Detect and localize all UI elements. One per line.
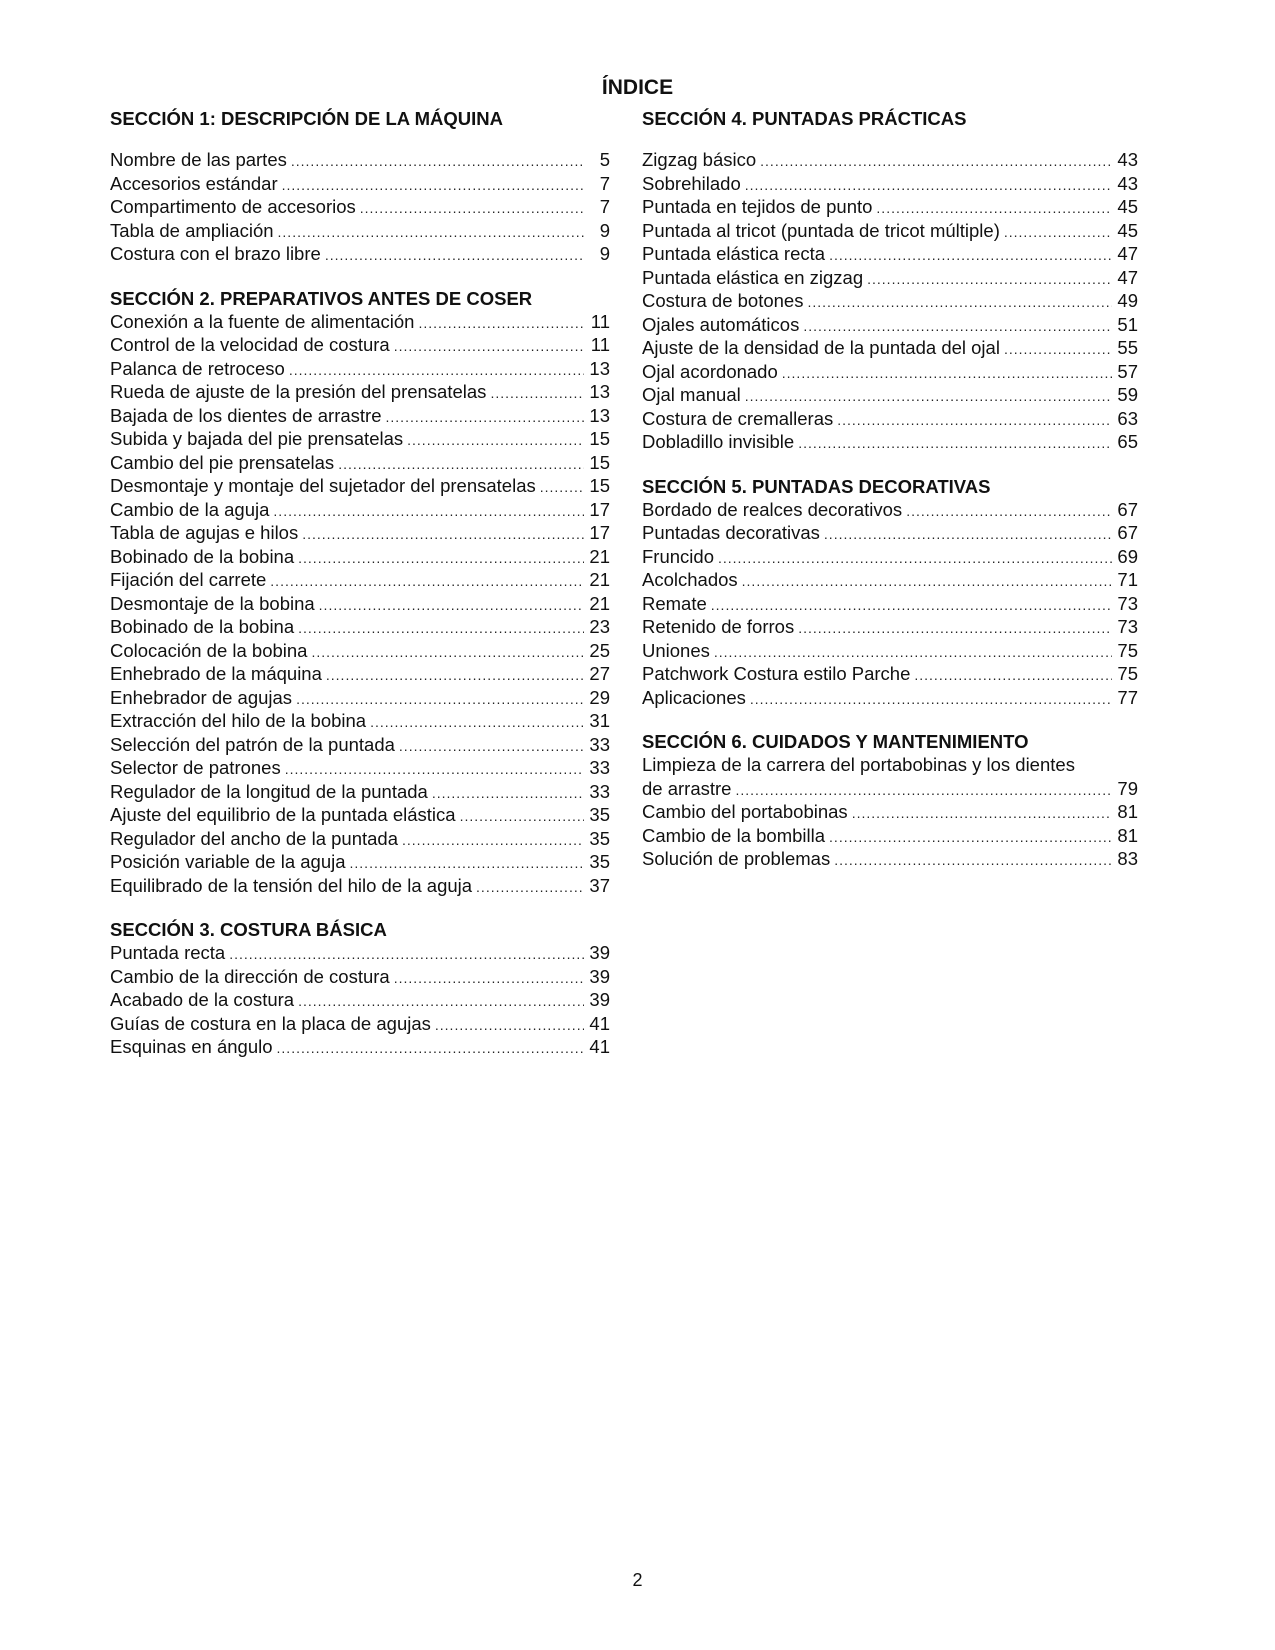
- toc-entry-label: Posición variable de la aguja: [110, 851, 346, 872]
- section-6: [642, 731, 1138, 871]
- dot-leader: [837, 409, 1112, 433]
- toc-entry-page: 47: [1117, 266, 1138, 288]
- dot-leader: [370, 711, 584, 735]
- toc-entry-page: 15: [589, 475, 610, 496]
- dot-leader: [360, 197, 584, 221]
- toc-entry: [110, 639, 610, 663]
- dot-leader: [476, 876, 584, 900]
- toc-entry: [110, 195, 610, 219]
- dot-leader: [319, 594, 584, 618]
- toc-entry: [642, 615, 1138, 639]
- toc-entry: [110, 333, 610, 357]
- toc-entry: [642, 800, 1138, 824]
- toc-entry-label: Esquinas en ángulo: [110, 1036, 273, 1057]
- toc-entry-page: 63: [1117, 407, 1138, 429]
- toc-entry-page: 43: [1117, 172, 1138, 194]
- toc-entry: [110, 827, 610, 851]
- dot-leader: [745, 174, 1112, 198]
- dot-leader: [394, 335, 584, 359]
- toc-entry-page: 17: [589, 522, 610, 543]
- toc-entry-page: 49: [1117, 290, 1138, 311]
- dot-leader: [460, 805, 584, 829]
- dot-leader: [735, 779, 1112, 803]
- toc-entry: [110, 404, 610, 428]
- toc-entry-label: Bordado de realces decorativos: [642, 498, 903, 520]
- toc-entry: [110, 148, 610, 172]
- toc-entry: [642, 219, 1138, 243]
- toc-entry-label: Aplicaciones: [642, 686, 746, 708]
- dot-leader: [803, 315, 1112, 339]
- toc-entry-label: Acabado de la costura: [110, 989, 295, 1010]
- toc-entry: [110, 709, 610, 733]
- dot-leader: [302, 523, 584, 547]
- dot-leader: [490, 382, 584, 406]
- toc-entry-label: Regulador de la longitud de la puntada: [110, 780, 428, 802]
- toc-entry-label: Ajuste del equilibrio de la puntada elástica: [110, 804, 456, 825]
- toc-entry-page: 47: [1117, 243, 1138, 264]
- toc-entry-label: Puntada al tricot (puntada de tricot múltiple): [642, 219, 1000, 241]
- dot-leader: [432, 782, 584, 806]
- dot-leader: [298, 990, 584, 1014]
- dot-leader: [270, 570, 584, 594]
- toc-entry-page: 15: [589, 428, 610, 449]
- toc-entry-label: Cambio del portabobinas: [642, 801, 848, 822]
- toc-entry: [110, 756, 610, 780]
- dot-leader: [282, 174, 584, 198]
- toc-entry-label: Regulador del ancho de la puntada: [110, 827, 399, 849]
- toc-entry: [642, 824, 1138, 848]
- toc-entry: [110, 521, 610, 545]
- toc-entry-page: 21: [589, 545, 610, 567]
- section-5: [642, 476, 1138, 710]
- toc-entry: [642, 289, 1138, 313]
- toc-entry: [110, 733, 610, 757]
- toc-entry: [110, 380, 610, 404]
- toc-entry-page: 17: [589, 498, 610, 520]
- toc-entry-page: 45: [1117, 219, 1138, 241]
- toc-entry: [642, 336, 1138, 360]
- toc-entry-page: 83: [1117, 848, 1138, 869]
- toc-entry-label: Cambio de la dirección de costura: [110, 965, 390, 987]
- toc-entry: [642, 148, 1138, 172]
- toc-entry-label: Bobinado de la bobina: [110, 545, 295, 567]
- dot-leader: [229, 943, 584, 967]
- toc-entry-wrapped-line: Limpieza de la carrera del portabobinas y los dientes: [642, 754, 1075, 775]
- toc-entry-label: Control de la velocidad de costura: [110, 334, 390, 355]
- section-2-entries: [110, 310, 610, 898]
- dot-leader: [760, 150, 1112, 174]
- dot-leader: [742, 570, 1112, 594]
- dot-leader: [435, 1014, 584, 1038]
- toc-entry-page: 5: [599, 149, 610, 170]
- toc-entry-page: 33: [589, 780, 610, 802]
- dot-leader: [540, 476, 584, 500]
- toc-entry-page: 9: [599, 243, 610, 264]
- toc-entry-label: Tabla de agujas e hilos: [110, 522, 299, 543]
- toc-entry-page: 25: [589, 639, 610, 661]
- toc-entry-page: 21: [589, 592, 610, 614]
- dot-leader: [326, 664, 584, 688]
- toc-entry: [110, 451, 610, 475]
- toc-entry-page: 39: [589, 942, 610, 963]
- toc-entry: [110, 850, 610, 874]
- toc-entry-page: 81: [1117, 801, 1138, 822]
- dot-leader: [852, 802, 1112, 826]
- toc-entry-page: 31: [589, 710, 610, 731]
- toc-entry: [642, 521, 1138, 545]
- toc-entry-page: 11: [590, 310, 610, 332]
- toc-entry-page: 51: [1117, 313, 1138, 335]
- toc-entry-label: Selección del patrón de la puntada: [110, 733, 395, 755]
- toc-entry-page: 45: [1117, 196, 1138, 217]
- toc-entry: [642, 430, 1138, 454]
- toc-entry: [110, 615, 610, 639]
- toc-entry-label: Puntada recta: [110, 942, 226, 963]
- toc-entry-label: Uniones: [642, 639, 710, 661]
- toc-entry: [110, 172, 610, 196]
- toc-entry-label: Equilibrado de la tensión del hilo de la aguja: [110, 874, 473, 896]
- toc-entry-page: 43: [1117, 149, 1138, 170]
- dot-leader: [829, 244, 1112, 268]
- dot-leader: [914, 664, 1112, 688]
- dot-leader: [285, 758, 584, 782]
- toc-entry-label: Ojal manual: [642, 384, 741, 405]
- toc-entry-page: 21: [589, 569, 610, 590]
- toc-entry-page: 55: [1117, 337, 1138, 358]
- right-column: [642, 108, 1138, 871]
- toc-entry-page: 81: [1117, 824, 1138, 846]
- toc-entry: [110, 242, 610, 266]
- dot-leader: [798, 617, 1112, 641]
- dot-leader: [407, 429, 584, 453]
- toc-entry-page: 27: [589, 663, 610, 684]
- dot-leader: [829, 826, 1112, 850]
- toc-entry: [110, 310, 610, 334]
- toc-entry: [110, 498, 610, 522]
- toc-entry-label: Enhebrado de la máquina: [110, 663, 322, 684]
- toc-entry: [110, 874, 610, 898]
- dot-leader: [291, 150, 584, 174]
- section-title: SECCIÓN 2. PREPARATIVOS ANTES DE COSER: [110, 287, 533, 309]
- dot-leader: [745, 385, 1112, 409]
- section-5-entries: [642, 498, 1138, 710]
- toc-entry-label: Selector de patrones: [110, 757, 281, 778]
- toc-entry: [642, 498, 1138, 522]
- dot-leader: [298, 617, 584, 641]
- section-title: SECCIÓN 6. CUIDADOS Y MANTENIMIENTO: [642, 731, 1029, 752]
- section-4: [642, 108, 1138, 454]
- toc-entry-label: Zigzag básico: [642, 149, 757, 170]
- toc-entry-label: Costura con el brazo libre: [110, 243, 321, 264]
- toc-entry: [642, 592, 1138, 616]
- dot-leader: [1004, 338, 1112, 362]
- toc-entry-page: 57: [1117, 360, 1138, 382]
- toc-entry: [110, 941, 610, 965]
- toc-entry-page: 79: [1117, 777, 1138, 799]
- toc-entry-label: Puntada elástica en zigzag: [642, 266, 864, 288]
- dot-leader: [402, 829, 584, 853]
- toc-entry-page: 37: [589, 874, 610, 896]
- dot-leader: [876, 197, 1112, 221]
- dot-leader: [298, 547, 584, 571]
- toc-entry-page: 35: [589, 851, 610, 872]
- toc-entry-page: 65: [1117, 431, 1138, 452]
- dot-leader: [338, 453, 584, 477]
- toc-entry-label: Tabla de ampliación: [110, 219, 274, 241]
- toc-entry-label: Solución de problemas: [642, 848, 831, 869]
- toc-entry-page: 71: [1117, 569, 1138, 590]
- toc-entry-page: 69: [1117, 545, 1138, 567]
- toc-entry-page: 11: [590, 334, 610, 355]
- toc-entry: [642, 407, 1138, 431]
- dot-leader: [834, 849, 1112, 873]
- toc-entry-page: 35: [589, 827, 610, 849]
- toc-entry-page: 7: [599, 196, 610, 217]
- dot-leader: [798, 432, 1112, 456]
- dot-leader: [278, 221, 584, 245]
- toc-entry-label: Fruncido: [642, 545, 714, 567]
- toc-entry: [642, 172, 1138, 196]
- toc-entry: [110, 965, 610, 989]
- section-4-entries: [642, 148, 1138, 454]
- toc-entry: [110, 988, 610, 1012]
- toc-entry-label: Nombre de las partes: [110, 149, 287, 170]
- toc-entry: [642, 195, 1138, 219]
- toc-entry-page: 77: [1117, 686, 1138, 708]
- dot-leader: [750, 688, 1112, 712]
- toc-entry: [110, 662, 610, 686]
- toc-entry-page: 67: [1117, 522, 1138, 543]
- toc-entry: [110, 1035, 610, 1059]
- toc-entry: [642, 847, 1138, 871]
- section-title: SECCIÓN 3. COSTURA BÁSICA: [110, 919, 387, 940]
- dot-leader: [782, 362, 1112, 386]
- dot-leader: [311, 641, 584, 665]
- dot-leader: [296, 688, 584, 712]
- toc-entry-page: 13: [589, 357, 610, 379]
- dot-leader: [394, 967, 584, 991]
- toc-entry-label: Guías de costura en la placa de agujas: [110, 1012, 431, 1034]
- toc-entry-label: Accesorios estándar: [110, 172, 278, 194]
- dot-leader: [325, 244, 584, 268]
- toc-entry-label: Sobrehilado: [642, 172, 741, 194]
- toc-entry-label: Cambio de la bombilla: [642, 824, 826, 846]
- toc-entry-label: Ojal acordonado: [642, 360, 778, 382]
- toc-entry-label: Desmontaje de la bobina: [110, 592, 315, 614]
- toc-entry-page: 39: [589, 989, 610, 1010]
- toc-entry-label: Palanca de retroceso: [110, 357, 285, 379]
- toc-entry-label: Bajada de los dientes de arrastre: [110, 404, 382, 426]
- section-3-entries: [110, 941, 610, 1059]
- toc-entry-label: Cambio de la aguja: [110, 498, 270, 520]
- dot-leader: [807, 291, 1112, 315]
- toc-entry: [642, 383, 1138, 407]
- toc-entry-page: 9: [599, 219, 610, 241]
- toc-entry-label: Retenido de forros: [642, 616, 795, 637]
- toc-entry-label: Conexión a la fuente de alimentación: [110, 310, 415, 332]
- toc-entry-label: Patchwork Costura estilo Parche: [642, 663, 911, 684]
- toc-entry-label: Acolchados: [642, 569, 738, 590]
- toc-entry: [110, 545, 610, 569]
- section-1: [110, 108, 610, 266]
- dot-leader: [277, 1037, 584, 1061]
- toc-entry-page: 13: [589, 404, 610, 426]
- toc-entry-page: 29: [589, 686, 610, 708]
- page-number: 2: [632, 1570, 643, 1590]
- toc-entry: [642, 313, 1138, 337]
- toc-entry-page: 13: [589, 381, 610, 402]
- dot-leader: [289, 359, 584, 383]
- toc-entry-label: Puntada en tejidos de punto: [642, 196, 873, 217]
- toc-entry-label: Colocación de la bobina: [110, 639, 308, 661]
- toc-entry-page: 67: [1117, 498, 1138, 520]
- toc-entry: [110, 357, 610, 381]
- toc-entry: [110, 568, 610, 592]
- toc-entry-label: Fijación del carrete: [110, 569, 267, 590]
- toc-entry-page: 33: [589, 733, 610, 755]
- left-column: [110, 108, 610, 1059]
- dot-leader: [273, 500, 584, 524]
- toc-entry-page: 75: [1117, 639, 1138, 661]
- dot-leader: [1004, 221, 1112, 245]
- dot-leader: [399, 735, 584, 759]
- toc-entry-label: Ajuste de la densidad de la puntada del ojal: [642, 337, 1000, 358]
- toc-entry-label: Cambio del pie prensatelas: [110, 451, 335, 473]
- section-title: SECCIÓN 1: DESCRIPCIÓN DE LA MÁQUINA: [110, 108, 503, 129]
- toc-entry-page: 33: [589, 757, 610, 778]
- toc-entry-label: Bobinado de la bobina: [110, 616, 295, 637]
- section-2: [110, 288, 610, 898]
- toc-entry-label: Remate: [642, 592, 707, 614]
- dot-leader: [714, 641, 1112, 665]
- toc-entry-page: 59: [1117, 384, 1138, 405]
- dot-leader: [824, 523, 1112, 547]
- dot-leader: [867, 268, 1112, 292]
- toc-entry-label: Dobladillo invisible: [642, 431, 795, 452]
- toc-entry-label: Rueda de ajuste de la presión del prensatelas: [110, 381, 487, 402]
- dot-leader: [350, 852, 584, 876]
- toc-entry-label: Desmontaje y montaje del sujetador del prensatelas: [110, 475, 536, 496]
- toc-entry-page: 41: [589, 1012, 610, 1034]
- toc-entry-page: 73: [1117, 616, 1138, 637]
- toc-entry: [110, 803, 610, 827]
- toc-entry: [642, 360, 1138, 384]
- toc-entry: [642, 242, 1138, 266]
- toc-entry-page: 7: [599, 172, 610, 194]
- toc-entry-label: de arrastre: [642, 777, 732, 799]
- toc-entry: [110, 219, 610, 243]
- toc-entry: [642, 639, 1138, 663]
- toc-entry: [642, 686, 1138, 710]
- toc-entry: [110, 686, 610, 710]
- toc-entry: [110, 780, 610, 804]
- toc-entry: [110, 1012, 610, 1036]
- toc-entry-label: Enhebrador de agujas: [110, 686, 293, 708]
- toc-entry-page: 23: [589, 616, 610, 637]
- toc-entry-page: 15: [589, 451, 610, 473]
- toc-entry: [642, 777, 1138, 801]
- toc-entry-label: Puntadas decorativas: [642, 522, 820, 543]
- section-1-entries: [110, 148, 610, 266]
- toc-entry: [642, 266, 1138, 290]
- dot-leader: [711, 594, 1112, 618]
- toc-entry-page: 39: [589, 965, 610, 987]
- dot-leader: [906, 500, 1112, 524]
- toc-entry-label: Ojales automáticos: [642, 313, 800, 335]
- toc-entry-page: 75: [1117, 663, 1138, 684]
- toc-entry: [110, 592, 610, 616]
- toc-entry: [642, 545, 1138, 569]
- toc-entry: [110, 474, 610, 498]
- toc-entry-page: 35: [589, 804, 610, 825]
- toc-entry-page: 73: [1117, 592, 1138, 614]
- toc-entry-label: Compartimento de accesorios: [110, 196, 356, 217]
- toc-entry-label: Costura de botones: [642, 290, 804, 311]
- toc-entry-label: Extracción del hilo de la bobina: [110, 710, 367, 731]
- section-title: SECCIÓN 5. PUNTADAS DECORATIVAS: [642, 475, 991, 497]
- toc-entry-page: 41: [589, 1036, 610, 1057]
- section-6-entries: [642, 777, 1138, 871]
- toc-entry-label: Costura de cremalleras: [642, 407, 834, 429]
- page-title: ÍNDICE: [601, 76, 674, 99]
- toc-entry: [642, 662, 1138, 686]
- toc-entry-label: Puntada elástica recta: [642, 243, 826, 264]
- section-3: [110, 919, 610, 1059]
- section-title: SECCIÓN 4. PUNTADAS PRÁCTICAS: [642, 108, 967, 129]
- toc-entry: [110, 427, 610, 451]
- dot-leader: [718, 547, 1112, 571]
- toc-entry-label: Subida y bajada del pie prensatelas: [110, 428, 404, 449]
- toc-entry: [642, 568, 1138, 592]
- dot-leader: [418, 312, 584, 336]
- dot-leader: [386, 406, 584, 430]
